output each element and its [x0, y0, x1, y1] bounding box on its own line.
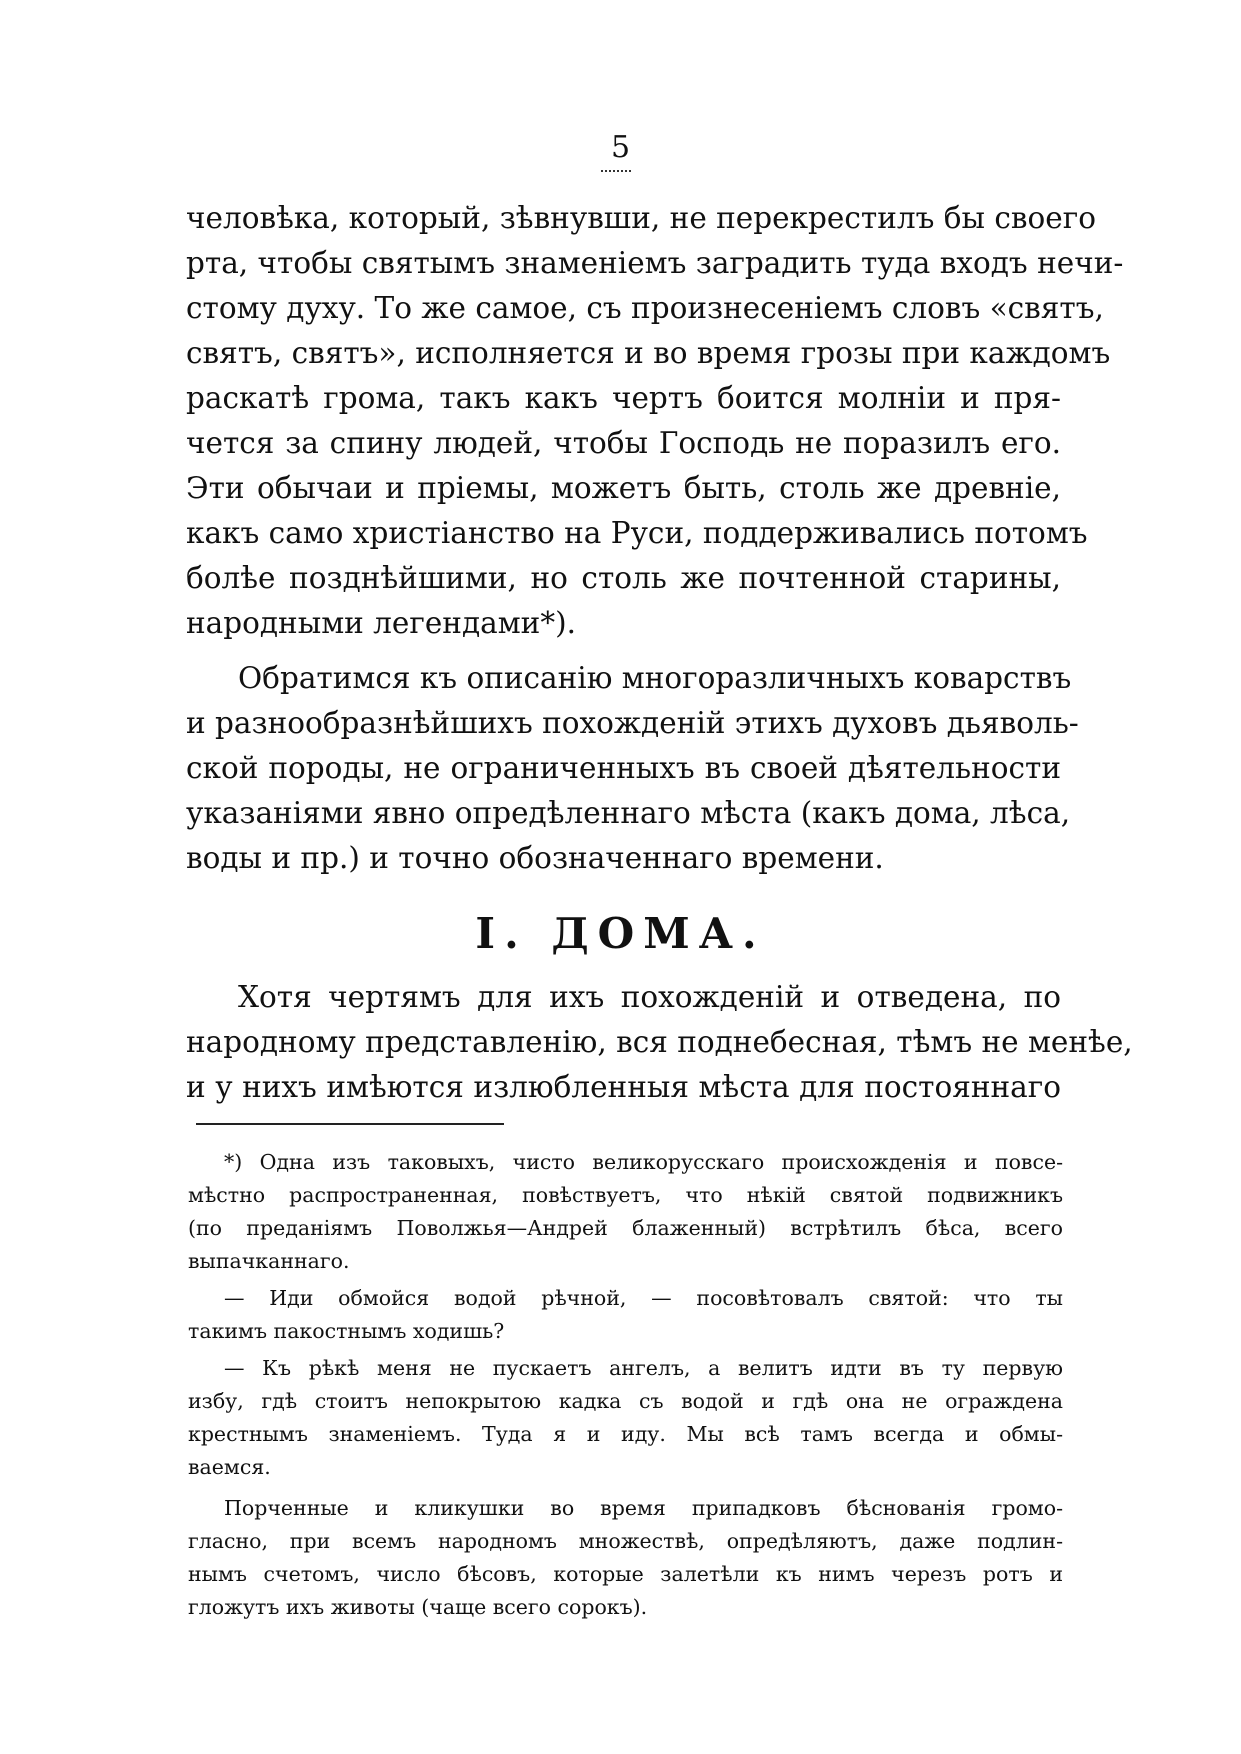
section-heading: I. ДОМА. [475, 909, 766, 958]
text-line: воды и пр.) и точно обозначеннаго времени. [186, 841, 884, 875]
footnote-line: — Къ рѣкѣ меня не пускаетъ ангелъ, а велитъ идти въ ту первую [224, 1356, 1063, 1380]
text-line: народному представленію, вся поднебесная, тѣмъ не менѣе, [186, 1025, 1133, 1059]
text-line: Эти обычаи и пріемы, можетъ быть, столь же древніе, [186, 471, 1061, 505]
footnote-line: выпачканнаго. [188, 1249, 350, 1273]
text-line: указаніями явно опредѣленнаго мѣста (какъ дома, лѣса, [186, 796, 1071, 830]
footnote-line: (по преданіямъ Поволжья—Андрей блаженный) встрѣтилъ бѣса, всего [188, 1216, 1063, 1240]
footnote-line: *) Одна изъ таковыхъ, чисто великорусскаго происхожденія и повсе- [224, 1150, 1063, 1174]
footnote-line: ваемся. [188, 1455, 271, 1479]
footnote-line: крестнымъ знаменіемъ. Туда я и иду. Мы всѣ тамъ всегда и обмы- [188, 1422, 1063, 1446]
footnote-line: гласно, при всемъ народномъ множествѣ, опредѣляютъ, даже подлин- [188, 1529, 1063, 1553]
footnote-line: нымъ счетомъ, число бѣсовъ, которые залетѣли къ нимъ черезъ ротъ и [188, 1562, 1063, 1586]
section-paragraph [186, 975, 1133, 1110]
text-line: болѣе позднѣйшими, но столь же почтенной старины, [186, 561, 1061, 595]
text-line: Хотя чертямъ для ихъ похожденій и отведена, по [238, 980, 1061, 1014]
footnote-line: избу, гдѣ стоитъ непокрытою кадка съ водой и гдѣ она не ограждена [188, 1389, 1063, 1413]
footnote-line: гложутъ ихъ животы (чаще всего сорокъ). [188, 1595, 648, 1619]
text-line: раскатѣ грома, такъ какъ чертъ боится молніи и пря- [186, 381, 1061, 415]
text-line: и у нихъ имѣются излюбленныя мѣста для постояннаго [186, 1070, 1061, 1104]
footnote-paragraph [188, 1492, 1063, 1624]
text-line: чется за спину людей, чтобы Господь не поразилъ его. [186, 426, 1061, 460]
paragraph-continuation [186, 196, 1124, 646]
text-line: стому духу. То же самое, съ произнесеніемъ словъ «святъ, [186, 291, 1104, 325]
text-line: рта, чтобы святымъ знаменіемъ заградить туда входъ нечи- [186, 246, 1124, 280]
footnote-line: — Иди обмойся водой рѣчной, — посовѣтовалъ святой: что ты [224, 1286, 1063, 1310]
text-line: Обратимся къ описанію многоразличныхъ коварствъ [238, 661, 1072, 695]
text-line: святъ, святъ», исполняется и во время грозы при каждомъ [186, 336, 1111, 370]
paragraph-intro [186, 656, 1079, 881]
text-line: какъ само христіанство на Руси, поддерживались потомъ [186, 516, 1088, 550]
text-line: ской породы, не ограниченныхъ въ своей дѣятельности [186, 751, 1061, 785]
text-line: народными легендами*). [186, 606, 576, 640]
footnote-line: Порченные и кликушки во время припадковъ бѣснованія громо- [224, 1496, 1063, 1520]
footnote-paragraph [188, 1282, 1063, 1348]
footnote-paragraph [188, 1146, 1063, 1278]
text-line: человѣка, который, зѣвнувши, не перекрестилъ бы своего [186, 201, 1096, 235]
footnote-separator [196, 1123, 504, 1125]
footnote-paragraph [188, 1352, 1063, 1484]
text-line: и разнообразнѣйшихъ похожденій этихъ духовъ дьяволь- [186, 706, 1079, 740]
page-number: 5 [610, 130, 631, 165]
footnote-line: мѣстно распространенная, повѣствуетъ, что нѣкій святой подвижникъ [188, 1183, 1063, 1207]
page-number-underline [601, 170, 631, 172]
footnote-line: такимъ пакостнымъ ходишь? [188, 1319, 505, 1343]
